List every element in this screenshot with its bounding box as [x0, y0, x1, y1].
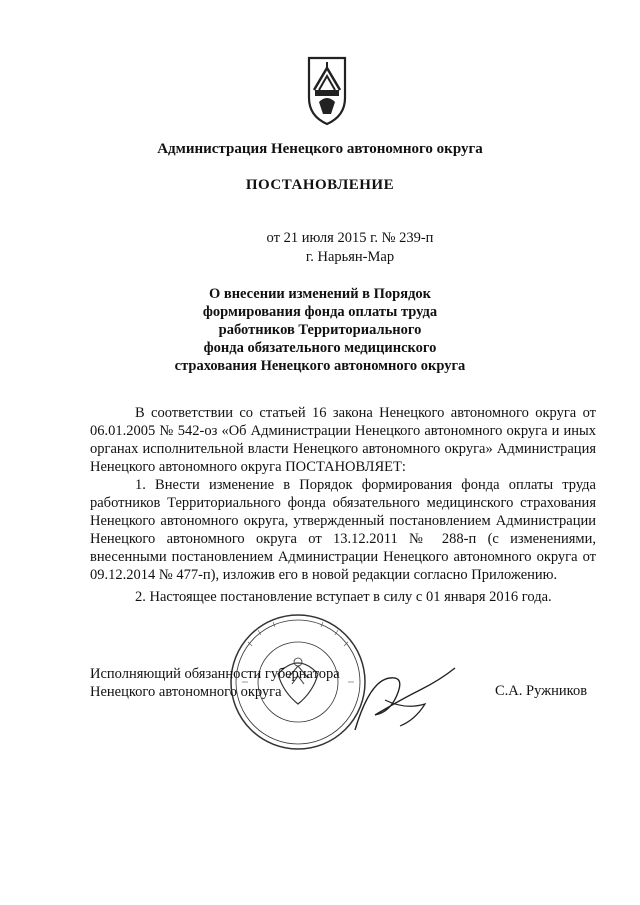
position-line: Исполняющий обязанности губернатора	[90, 666, 340, 682]
document-type-heading: ПОСТАНОВЛЕНИЕ	[245, 177, 395, 193]
signatory-position	[90, 665, 340, 701]
subject-line: работников Территориального	[218, 322, 422, 338]
coat-of-arms-emblem	[305, 54, 349, 126]
preamble-paragraph: В соответствии со статьей 16 закона Ненецкого автономного округа от 06.01.2005 № 542-оз «Об Администрации Ненецкого автономного округа и иных органах исполнительной власти Ненецкого автономного округа» Администрация Ненецкого автономного округа ПОСТАНОВЛЯЕТ:	[90, 405, 596, 475]
subject-line: фонда обязательного медицинского	[203, 340, 437, 356]
city-line: г. Нарьян-Мар	[305, 249, 395, 265]
signatory-name: С.А. Ружников	[495, 683, 588, 699]
organization-title: Администрация Ненецкого автономного округа	[157, 141, 483, 157]
subject-line: О внесении изменений в Порядок	[208, 286, 432, 302]
item-2-paragraph: 2. Настоящее постановление вступает в силу с 01 января 2016 года.	[135, 589, 552, 605]
handwritten-signature	[345, 660, 465, 740]
subject-heading	[0, 285, 640, 375]
document-body	[90, 404, 596, 606]
subject-line: формирования фонда оплаты труда	[202, 304, 438, 320]
subject-line: страхования Ненецкого автономного округа	[174, 358, 466, 374]
item-1-paragraph: 1. Внести изменение в Порядок формирования фонда оплаты труда работников Территориального фонда обязательного медицинского страхования Ненецкого автономного округа, утвержденный постановлением Администрации Ненецкого автономного округа от 13.12.2011 № 288-п (с изменениями, внесенными постановлением Администрации Ненецкого автономного округа от 09.12.2014 № 477-п), изложив его в новой редакции согласно Приложению.	[90, 477, 596, 583]
date-and-number: от 21 июля 2015 г. № 239-п	[266, 230, 434, 246]
position-line: Ненецкого автономного округа	[90, 684, 282, 700]
